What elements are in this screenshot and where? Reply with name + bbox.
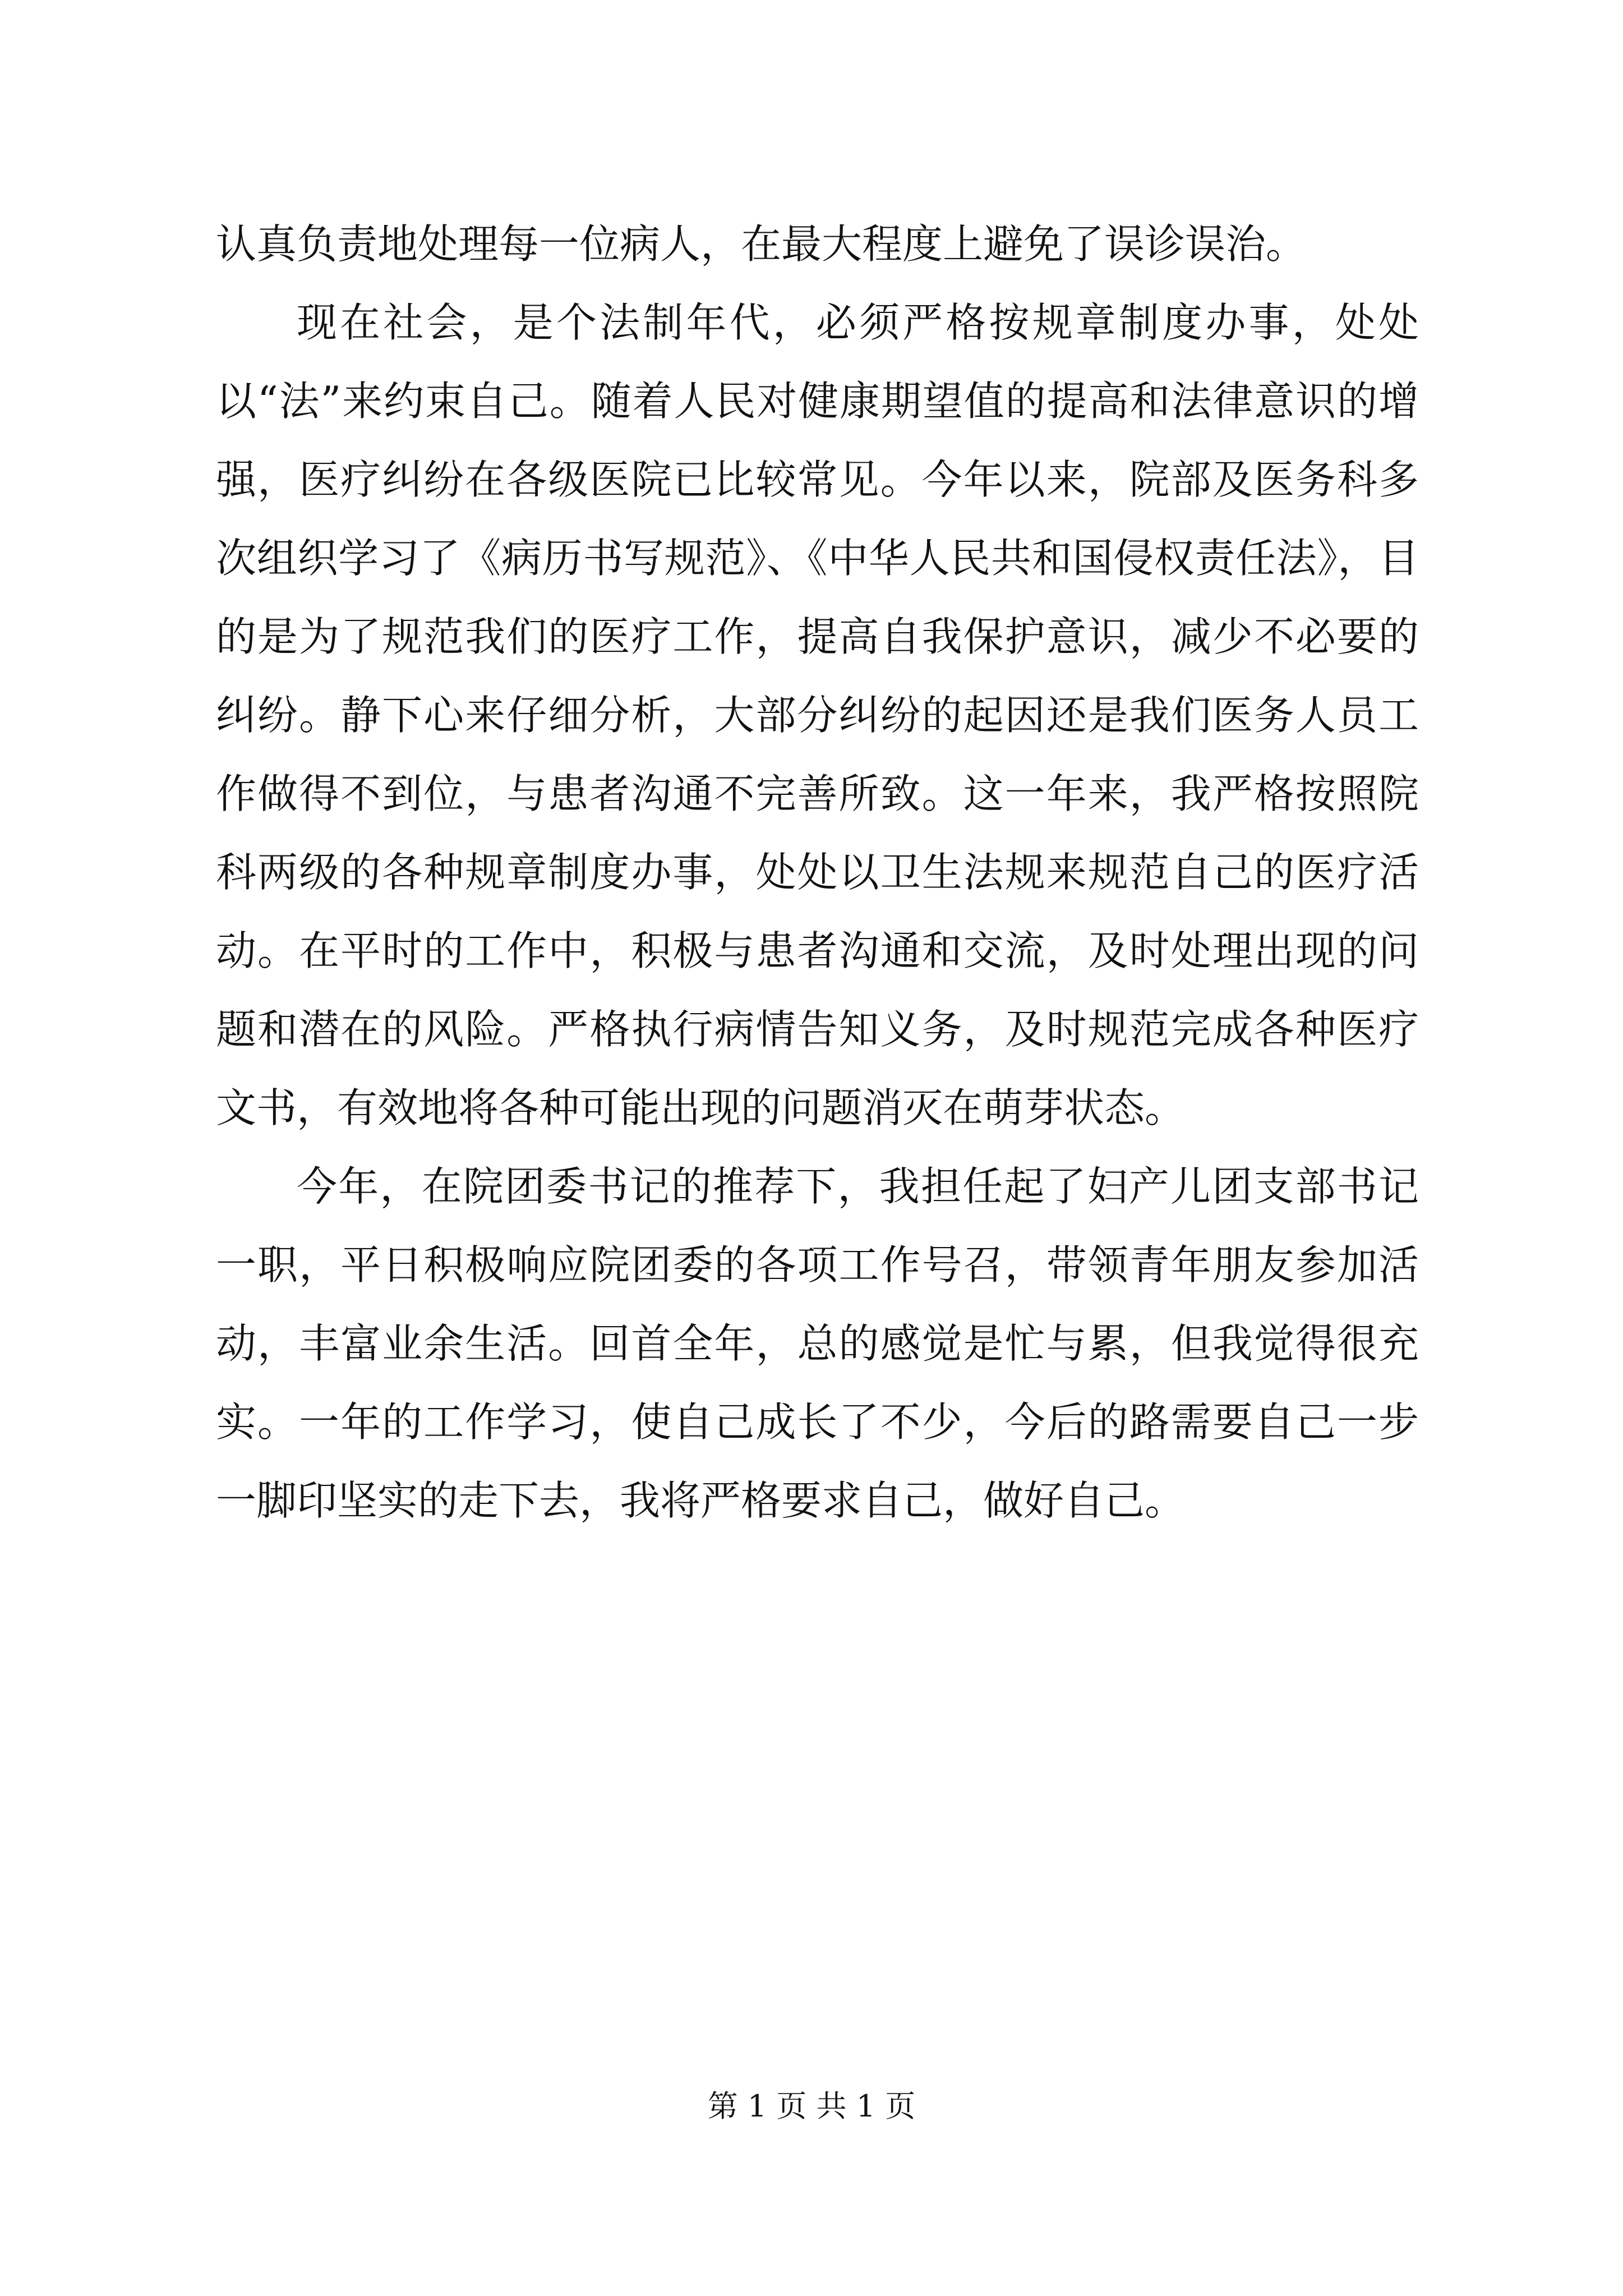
paragraph-continuation: 认真负责地处理每一位病人，在最大程度上避免了误诊误治。 — [216, 220, 1307, 268]
page-number-footer: 第 1 页 共 1 页 — [707, 2088, 916, 2124]
document-body — [216, 205, 1419, 1540]
paragraph-youth-league: 今年，在院团委书记的推荐下，我担任起了妇产儿团支部书记一职，平日积极响应院团委的各项工作号召，带领青年朋友参加活动，丰富业余生活。回首全年，总的感觉是忙与累，但我觉得很充实。一年的工作学习，使自己成长了不少，今后的路需要自己一步一脚印坚实的走下去，我将严格要求自己，做好自己。 — [216, 1163, 1419, 1524]
paragraph-legal-compliance: 现在社会，是个法制年代，必须严格按规章制度办事，处处以“法”来约束自己。随着人民对健康期望值的提高和法律意识的增强，医疗纠纷在各级医院已比较常见。今年以来，院部及医务科多次组织学习了《病历书写规范》、《中华人民共和国侵权责任法》，目的是为了规范我们的医疗工作，提高自我保护意识，减少不必要的纠纷。静下心来仔细分析，大部分纠纷的起因还是我们医务人员工作做得不到位，与患者沟通不完善所致。这一年来，我严格按照院科两级的各种规章制度办事，处处以卫生法规来规范自己的医疗活动。在平时的工作中，积极与患者沟通和交流，及时处理出现的问题和潜在的风险。严格执行病情告知义务，及时规范完成各种医疗文书，有效地将各种可能出现的问题消灭在萌芽状态。 — [216, 299, 1419, 1131]
